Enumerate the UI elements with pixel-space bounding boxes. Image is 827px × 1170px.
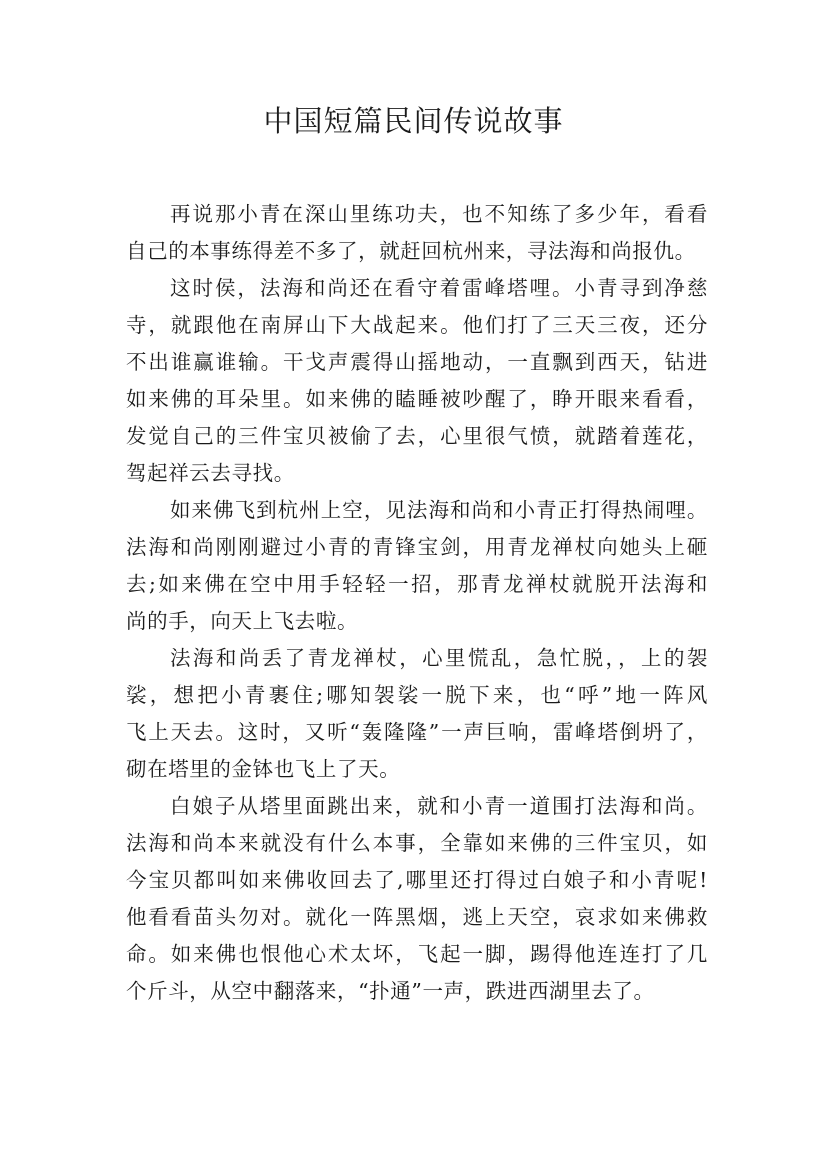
- text-line: 法海和尚本来就没有什么本事，全靠如来佛的三件宝贝，如: [126, 831, 708, 855]
- document-title: 中国短篇民间传说故事: [263, 104, 564, 138]
- text-line: 再说那小青在深山里练功夫，也不知练了多少年，看看: [170, 202, 708, 226]
- text-line: 白娘子从塔里面跳出来，就和小青一道围打法海和尚。: [170, 794, 708, 818]
- text-line: 命。如来佛也恨他心术太坏，飞起一脚，踢得他连连打了几: [126, 942, 708, 966]
- text-line: 他看看苗头勿对。就化一阵黑烟，逃上天空，哀求如来佛救: [126, 905, 708, 929]
- text-line: 个斤斗，从空中翻落来，“扑通”一声，跌进西湖里去了。: [126, 979, 655, 1003]
- text-line: 这时侯，法海和尚还在看守着雷峰塔哩。小青寻到净慈: [170, 276, 708, 300]
- text-line: 今宝贝都叫如来佛收回去了,哪里还打得过白娘子和小青呢!: [126, 868, 708, 892]
- text-line: 不出谁赢谁输。干戈声震得山摇地动，一直飘到西天，钻进: [126, 350, 708, 374]
- text-line: 法海和尚丢了青龙禅杖，心里慌乱，急忙脱，，上的袈: [170, 646, 708, 670]
- text-line: 自己的本事练得差不多了，就赶回杭州来，寻法海和尚报仇。: [126, 239, 696, 263]
- text-line: 尚的手，向天上飞去啦。: [126, 609, 359, 633]
- text-line: 如来佛的耳朵里。如来佛的瞌睡被吵醒了，睁开眼来看看，: [126, 387, 708, 411]
- text-line: 砌在塔里的金钵也飞上了天。: [126, 757, 401, 781]
- text-line: 发觉自己的三件宝贝被偷了去，心里很气愤，就踏着莲花，: [126, 424, 708, 448]
- text-line: 去;如来佛在空中用手轻轻一招，那青龙禅杖就脱开法海和: [126, 572, 708, 596]
- text-line: 飞上天去。这时，又听“轰隆隆”一声巨响，雷峰塔倒坍了，: [126, 720, 708, 744]
- text-line: 驾起祥云去寻找。: [126, 461, 295, 485]
- text-line: 如来佛飞到杭州上空，见法海和尚和小青正打得热闹哩。: [170, 498, 708, 522]
- text-line: 裟，想把小青裹住;哪知袈裟一脱下来，也“呼”地一阵风: [126, 683, 708, 707]
- document-body: [126, 196, 708, 1010]
- text-line: 寺，就跟他在南屏山下大战起来。他们打了三天三夜，还分: [126, 313, 708, 337]
- text-line: 法海和尚刚刚避过小青的青锋宝剑，用青龙禅杖向她头上砸: [126, 535, 708, 559]
